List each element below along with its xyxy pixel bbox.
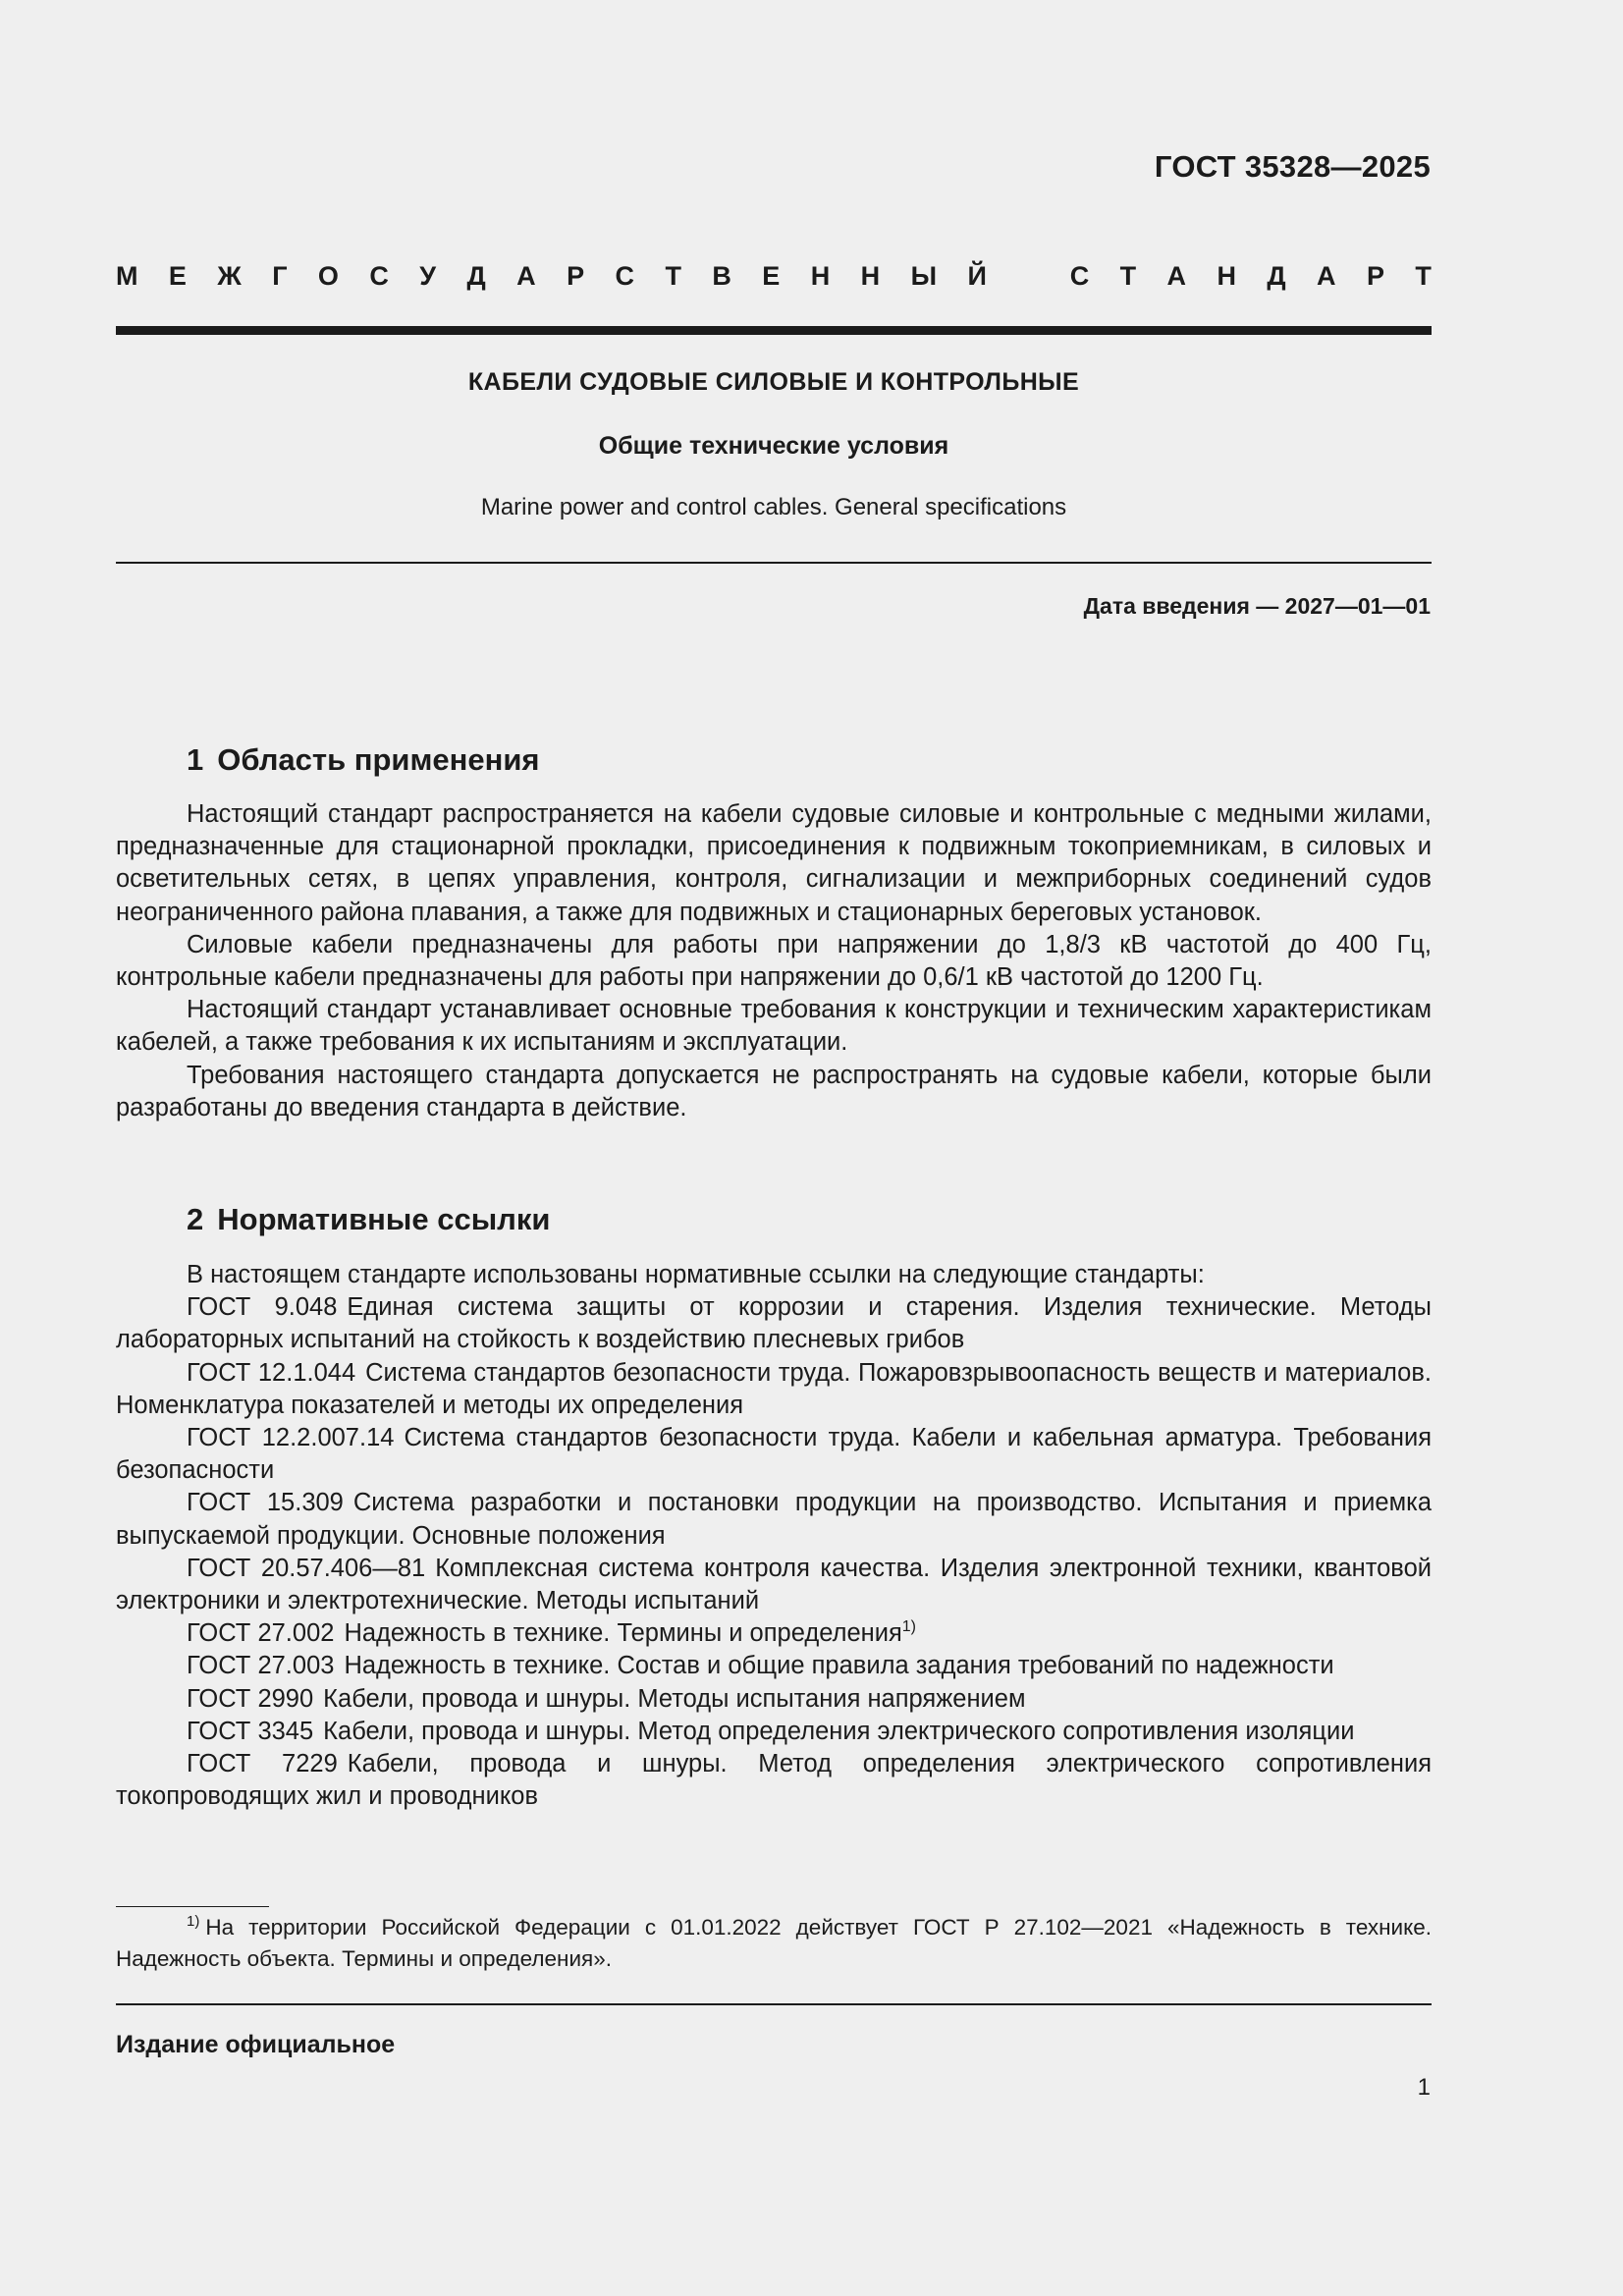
banner-letter: Ж	[217, 261, 242, 291]
footnote-mark: 1)	[187, 1913, 200, 1930]
introduction-date: Дата введения — 2027—01—01	[1083, 593, 1431, 619]
reference-item	[116, 1422, 1432, 1487]
reference-title: Кабели, провода и шнуры. Методы испытания напряжением	[323, 1684, 1026, 1713]
reference-title: Кабели, провода и шнуры. Метод определения электрического сопротивления токопроводящих жил и проводников	[116, 1750, 1432, 1811]
banner-letter: Г	[272, 261, 288, 291]
paragraph: Настоящий стандарт распространяется на кабели судовые силовые и контрольные с медными жилами, предназначенные для стационарной прокладки, присоединения к подвижным токоприемникам, в силовых и осветительных сетях, в цепях управления, контроля, сигнализации и межприборных соединений судов неограниченного района плавания, а также для подвижных и стационарных береговых установок.	[116, 800, 1432, 926]
paragraph: Настоящий стандарт устанавливает основные требования к конструкции и техническим характеристикам кабелей, а также требования к их испытаниям и эксплуатации.	[116, 996, 1432, 1057]
standard-type-banner	[116, 261, 1432, 292]
banner-letter: Н	[1217, 261, 1236, 291]
document-title: КАБЕЛИ СУДОВЫЕ СИЛОВЫЕ И КОНТРОЛЬНЫЕ	[467, 368, 1080, 396]
banner-letter: Й	[967, 261, 987, 291]
section-2-intro: В настоящем стандарте использованы нормативные ссылки на следующие стандарты:	[187, 1261, 1205, 1288]
banner-letter: Т	[1415, 261, 1432, 291]
banner-letter: Н	[860, 261, 881, 291]
banner-letter: Ы	[910, 261, 938, 291]
section-1-number: 1	[187, 742, 204, 777]
banner-letter: А	[516, 261, 536, 291]
reference-code: ГОСТ 9.048	[187, 1293, 338, 1322]
banner-letter: С	[1069, 261, 1090, 291]
document-number: ГОСТ 35328—2025	[1154, 149, 1431, 184]
reference-title: Надежность в технике. Термины и определения	[344, 1619, 902, 1648]
document-subtitle: Общие технические условия	[598, 432, 949, 460]
footnote-separator	[116, 1906, 269, 1907]
reference-title: Система разработки и постановки продукции на производство. Испытания и приемка выпускаемой продукции. Основные положения	[116, 1489, 1433, 1550]
reference-item	[116, 1357, 1432, 1422]
banner-letter: Е	[762, 261, 781, 291]
reference-title: Система стандартов безопасности труда. Кабели и кабельная арматура. Требования безопасности	[116, 1424, 1433, 1485]
footnote-marker: 1)	[901, 1618, 916, 1636]
banner-gap	[1017, 261, 1039, 292]
paragraph: Требования настоящего стандарта допускается не распространять на судовые кабели, которые были разработаны до введения стандарта в действие.	[116, 1061, 1432, 1121]
banner-letter: М	[116, 261, 138, 291]
banner-letter: А	[1317, 261, 1336, 291]
reference-title: Надежность в технике. Состав и общие правила задания требований по надежности	[344, 1652, 1334, 1680]
section-1-body	[116, 798, 1432, 1124]
footnote	[116, 1912, 1432, 1975]
reference-title: Комплексная система контроля качества. Изделия электронной техники, квантовой электроники и электротехнические. Методы испытаний	[116, 1554, 1432, 1615]
reference-item	[116, 1716, 1432, 1748]
reference-title: Единая система защиты от коррозии и старения. Изделия технические. Методы лабораторных испытаний на стойкость к воздействию плесневых грибов	[116, 1293, 1432, 1354]
reference-item	[116, 1553, 1432, 1617]
reference-code: ГОСТ 2990	[187, 1684, 314, 1713]
banner-letter: Д	[466, 261, 486, 291]
section-2-body	[116, 1259, 1432, 1813]
banner-letter: У	[419, 261, 437, 291]
banner-letter: С	[369, 261, 389, 291]
reference-title: Кабели, провода и шнуры. Метод определения электрического сопротивления изоляции	[323, 1717, 1355, 1745]
banner-letter: В	[712, 261, 731, 291]
banner-letter: Р	[567, 261, 585, 291]
banner-letter: Д	[1267, 261, 1286, 291]
banner-letter: Н	[810, 261, 831, 291]
section-1-title: Область применения	[217, 742, 540, 777]
section-2-number: 2	[187, 1202, 204, 1236]
reference-code: ГОСТ 12.1.044	[187, 1358, 356, 1387]
reference-code: ГОСТ 3345	[187, 1717, 314, 1745]
banner-letter: С	[615, 261, 635, 291]
footnote-text: На территории Российской Федерации с 01.01.2022 действует ГОСТ Р 27.102—2021 «Надежность в технике. Надежность объекта. Термины и определения».	[116, 1915, 1432, 1971]
reference-code: ГОСТ 7229	[187, 1750, 338, 1778]
banner-letter: О	[317, 261, 339, 291]
banner-letter: Т	[1119, 261, 1137, 291]
page-number: 1	[1417, 2074, 1431, 2101]
reference-code: ГОСТ 15.309	[187, 1489, 344, 1517]
edition-label: Издание официальное	[116, 2031, 396, 2058]
banner-letter: Е	[168, 261, 187, 291]
english-title: Marine power and control cables. General specifications	[480, 494, 1067, 520]
reference-item	[116, 1650, 1432, 1682]
reference-code: ГОСТ 27.003	[187, 1652, 335, 1680]
section-1-heading	[187, 742, 540, 778]
reference-code: ГОСТ 20.57.406—81	[187, 1554, 426, 1582]
reference-item	[116, 1487, 1432, 1552]
reference-item	[116, 1617, 1432, 1650]
reference-title: Система стандартов безопасности труда. Пожаровзрывоопасность веществ и материалов. Номенклатура показателей и методы их определения	[116, 1358, 1432, 1419]
reference-item	[116, 1291, 1432, 1356]
reference-code: ГОСТ 27.002	[187, 1619, 335, 1648]
section-2-heading	[187, 1202, 550, 1237]
paragraph: Силовые кабели предназначены для работы при напряжении до 1,8/3 кВ частотой до 400 Гц, контрольные кабели предназначены для работы при напряжении до 0,6/1 кВ частотой до 1200 Гц.	[116, 930, 1432, 992]
section-2-title: Нормативные ссылки	[217, 1202, 551, 1236]
reference-code: ГОСТ 12.2.007.14	[187, 1424, 395, 1452]
reference-item	[116, 1683, 1432, 1716]
footer-rule	[116, 2003, 1432, 2005]
reference-item	[116, 1748, 1432, 1813]
header-thick-rule	[116, 326, 1432, 335]
title-bottom-rule	[116, 562, 1432, 564]
banner-letter: Т	[665, 261, 681, 291]
banner-letter: Р	[1366, 261, 1384, 291]
banner-letter: А	[1166, 261, 1187, 291]
